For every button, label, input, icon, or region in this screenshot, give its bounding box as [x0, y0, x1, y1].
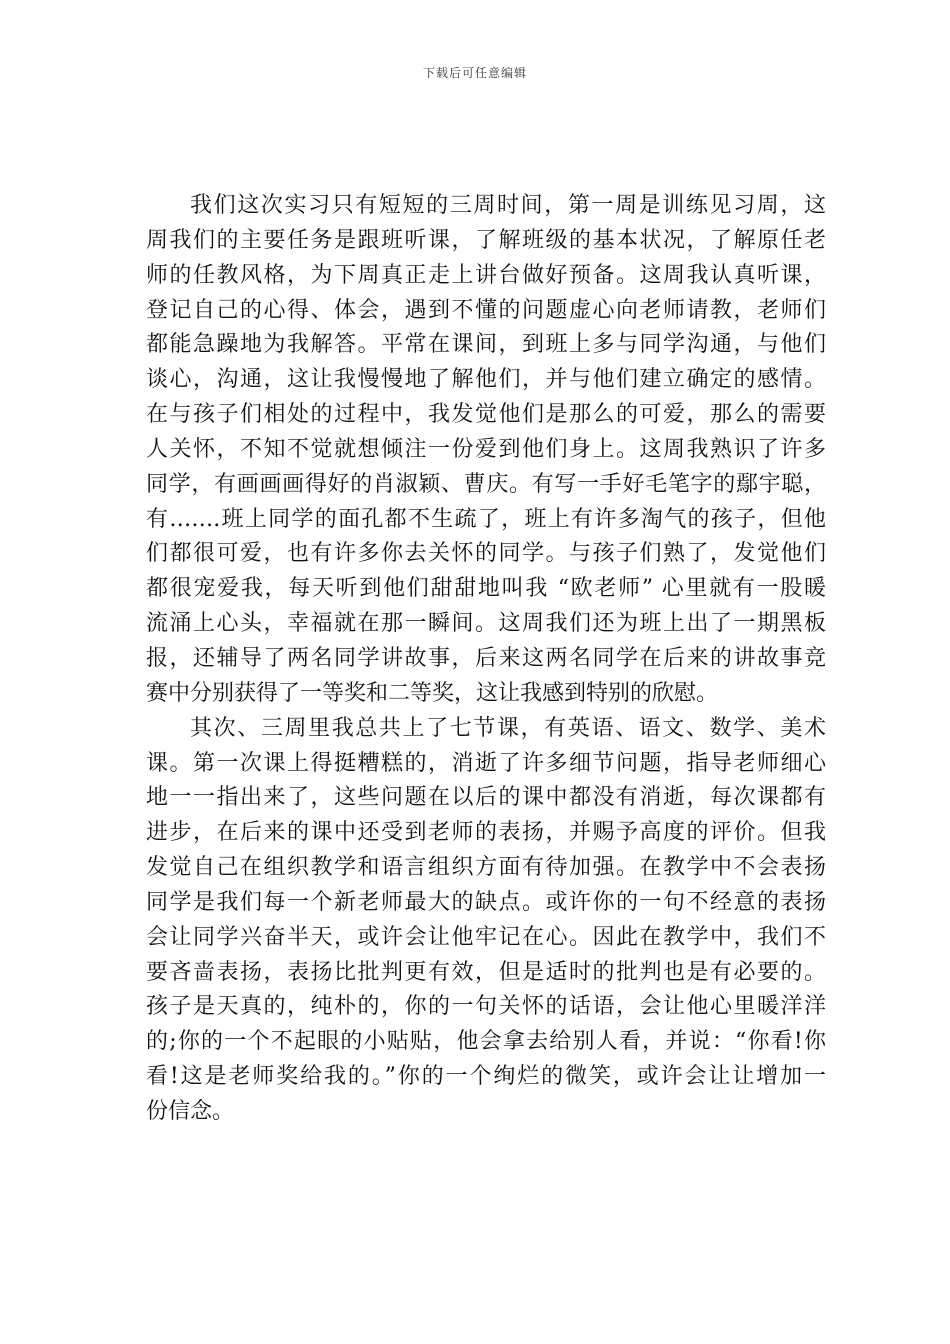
text-line: 孩子是天真的，纯朴的，你的一句关怀的话语，会让他心里暖洋洋	[146, 994, 826, 1020]
text-line: 们都很可爱，也有许多你去关怀的同学。与孩子们熟了，发觉他们	[146, 541, 826, 567]
text-line: 发觉自己在组织教学和语言组织方面有待加强。在教学中不会表扬	[146, 855, 826, 881]
text-line: 周我们的主要任务是跟班听课，了解班级的基本状况，了解原任老	[146, 227, 826, 253]
text-line: 同学是我们每一个新老师最大的缺点。或许你的一句不经意的表扬	[146, 889, 826, 915]
text-line: 要吝啬表扬，表扬比批判更有效，但是适时的批判也是有必要的。	[146, 959, 826, 985]
text-line: 流涌上心头，幸福就在那一瞬间。这周我们还为班上出了一期黑板	[146, 611, 826, 637]
text-line: 的;你的一个不起眼的小贴贴，他会拿去给别人看，并说：“你看!你	[146, 1029, 826, 1055]
text-line: 登记自己的心得、体会，遇到不懂的问题虚心向老师请教，老师们	[146, 297, 826, 323]
text-line: 其次、三周里我总共上了七节课，有英语、语文、数学、美术	[190, 715, 826, 741]
text-line: 有…….班上同学的面孔都不生疏了，班上有许多淘气的孩子，但他	[146, 506, 826, 532]
text-line: 份信念。	[146, 1098, 235, 1124]
text-line: 谈心，沟通，这让我慢慢地了解他们，并与他们建立确定的感情。	[146, 367, 826, 393]
text-line: 进步，在后来的课中还受到老师的表扬，并赐予高度的评价。但我	[146, 820, 826, 846]
text-line: 师的任教风格，为下周真正走上讲台做好预备。这周我认真听课，	[146, 262, 826, 288]
text-line: 地一一指出来了，这些问题在以后的课中都没有消逝，每次课都有	[146, 785, 826, 811]
text-line: 都能急躁地为我解答。平常在课间，到班上多与同学沟通，与他们	[146, 332, 826, 358]
paragraph-2	[146, 712, 826, 1130]
text-line: 看!这是老师奖给我的。”你的一个绚烂的微笑，或许会让让增加一	[146, 1064, 826, 1090]
text-line: 会让同学兴奋半天，或许会让他牢记在心。因此在教学中，我们不	[146, 924, 826, 950]
document-body	[146, 189, 826, 1130]
text-line: 我们这次实习只有短短的三周时间，第一周是训练见习周，这	[190, 193, 826, 218]
text-line: 赛中分别获得了一等奖和二等奖，这让我感到特别的欣慰。	[146, 680, 719, 706]
text-line: 都很宠爱我，每天听到他们甜甜地叫我 “欧老师” 心里就有一股暖	[146, 576, 826, 602]
text-line: 人关怀，不知不觉就想倾注一份爱到他们身上。这周我熟识了许多	[146, 436, 826, 462]
page-header: 下载后可任意编辑	[422, 66, 527, 80]
text-line: 报，还辅导了两名同学讲故事，后来这两名同学在后来的讲故事竞	[146, 645, 826, 671]
text-line: 课。第一次课上得挺糟糕的，消逝了许多细节问题，指导老师细心	[146, 750, 826, 776]
text-line: 同学，有画画画得好的肖淑颖、曹庆。有写一手好毛笔字的鄢宇聪，	[146, 471, 826, 497]
paragraph-1	[146, 189, 826, 712]
text-line: 在与孩子们相处的过程中，我发觉他们是那么的可爱，那么的需要	[146, 402, 826, 428]
